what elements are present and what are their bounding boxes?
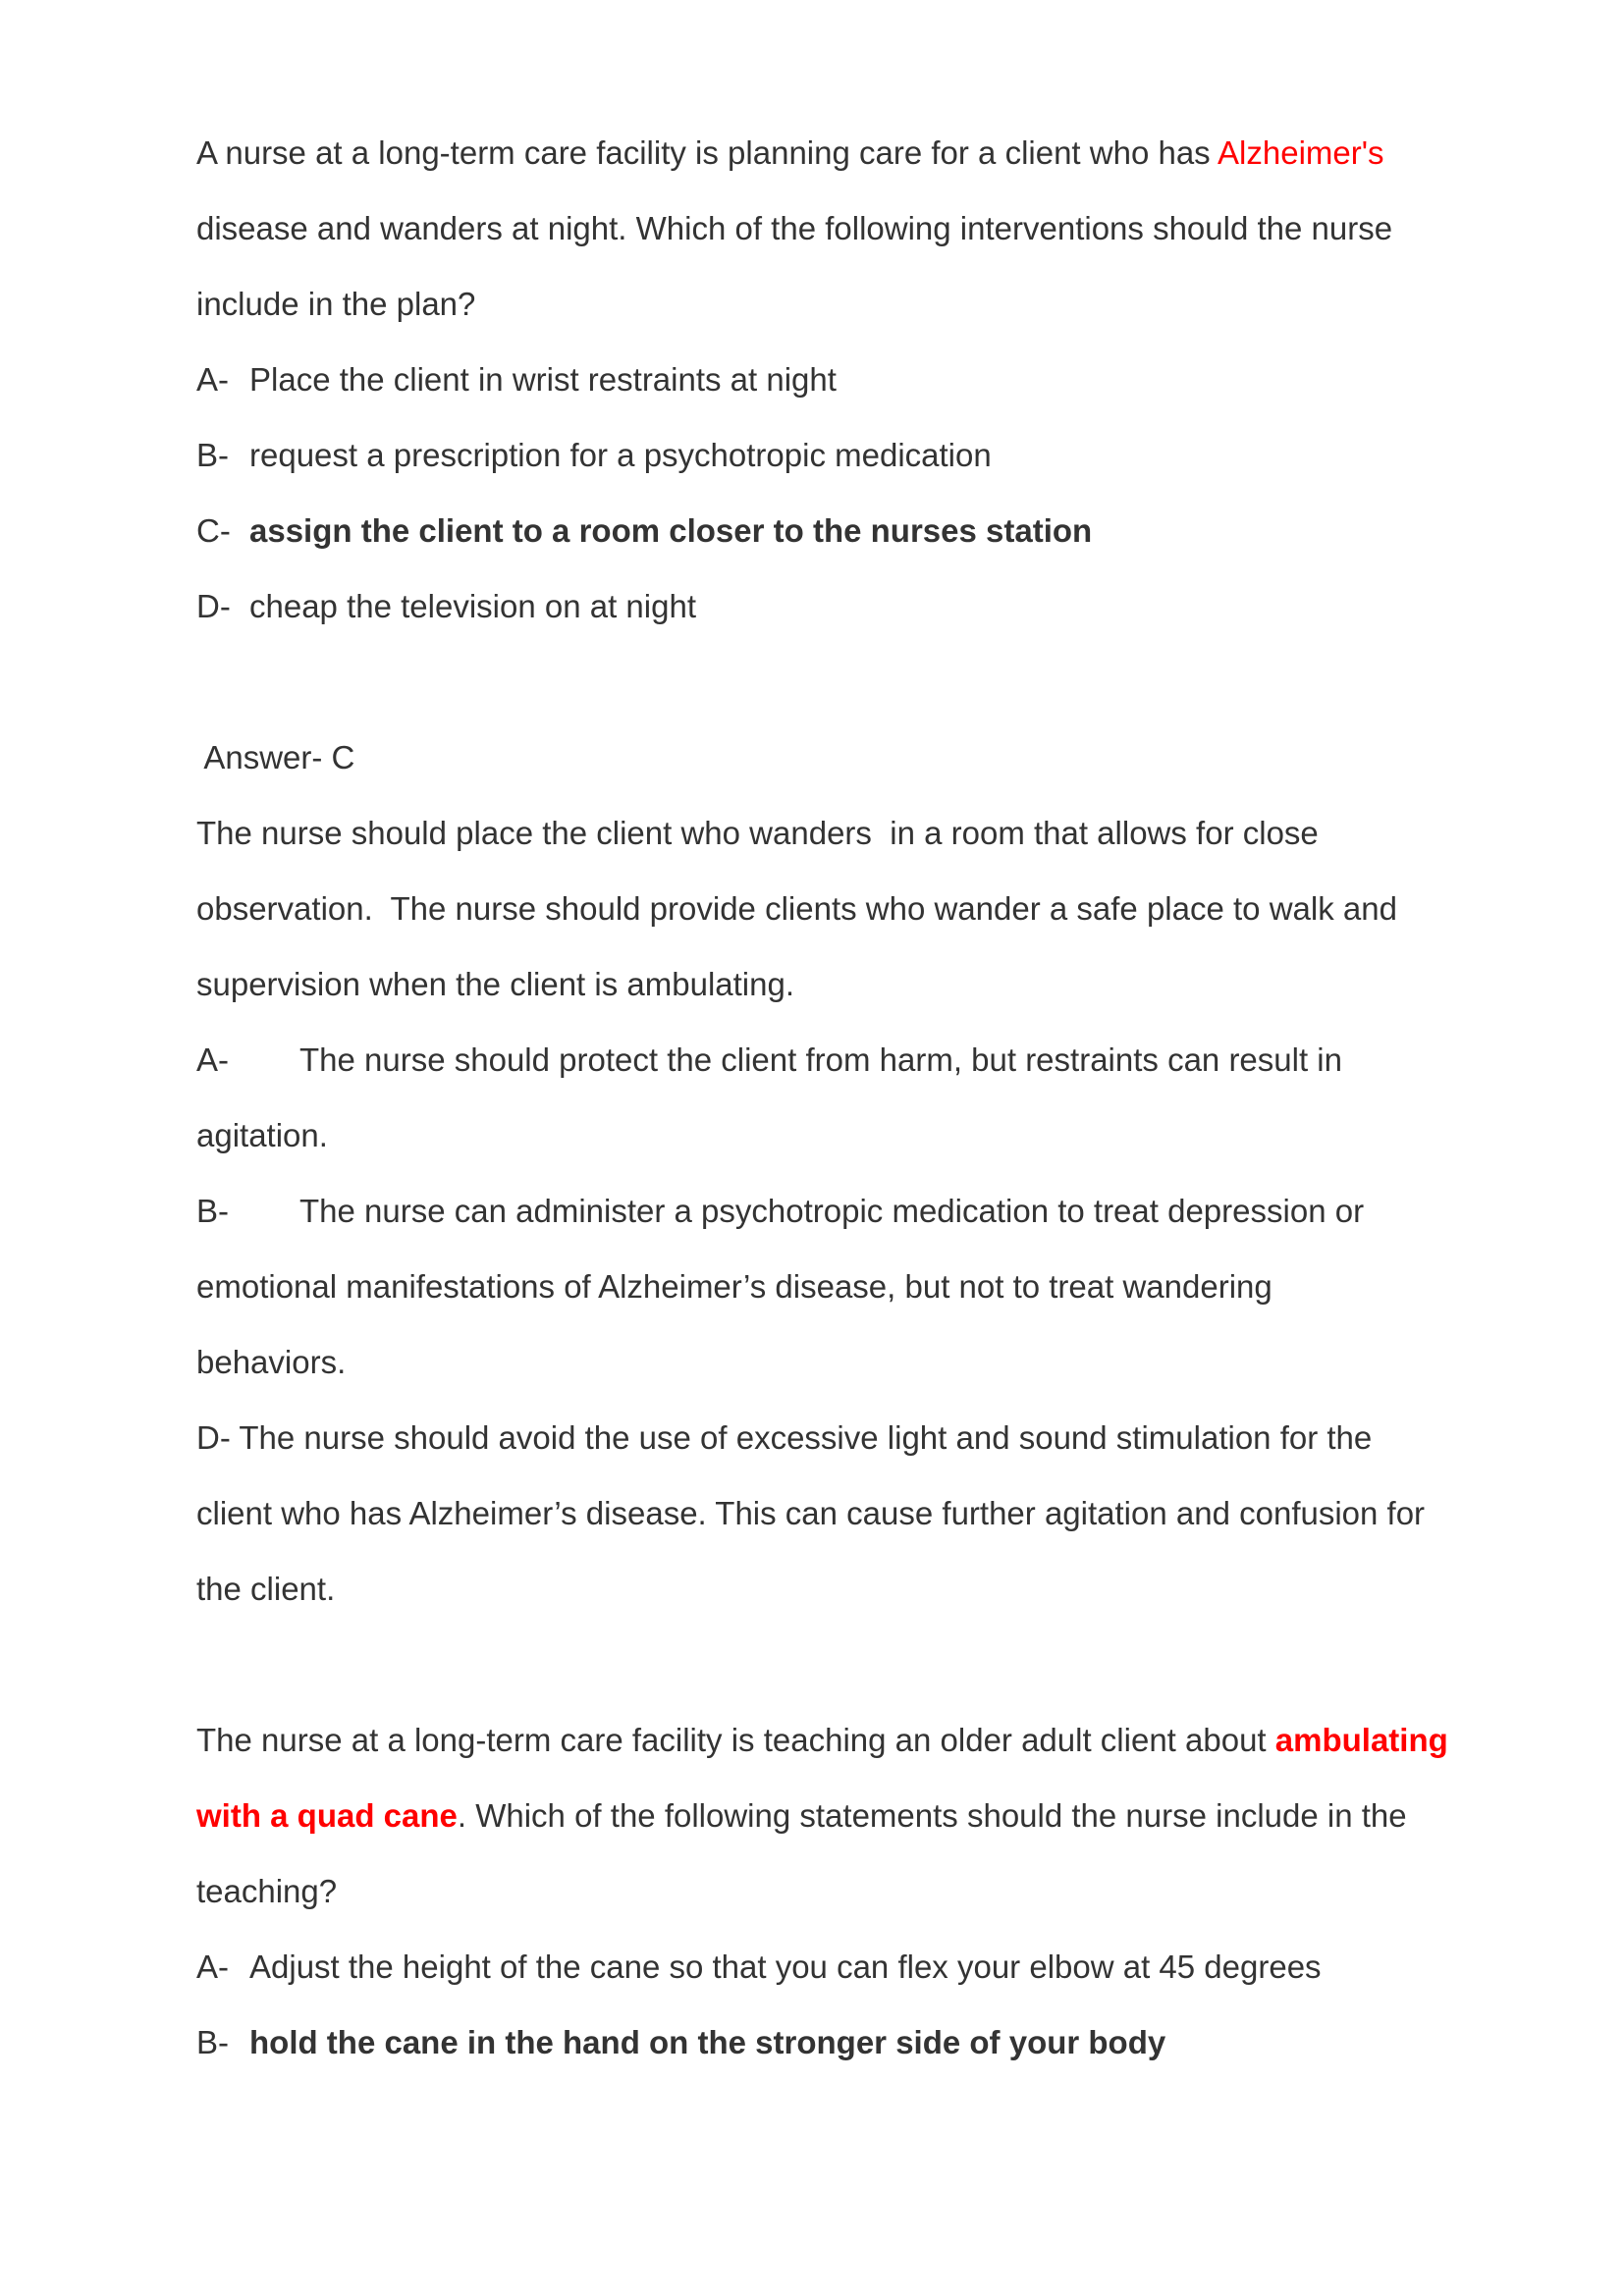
option-text: cheap the television on at night <box>249 588 696 624</box>
q1-explanation-b-line-3: behaviors. <box>196 1344 347 1380</box>
q1-rationale-line-3: supervision when the client is ambulating. <box>196 966 795 1002</box>
q1-option-d <box>196 587 1473 626</box>
q1-stem-line-1 <box>196 133 1473 173</box>
q2-highlight-ambulating: ambulating <box>1274 1722 1448 1758</box>
q1-rationale-line-1: The nurse should place the client who wanders in a room that allows for close <box>196 815 1319 851</box>
q2-stem-line-3: teaching? <box>196 1873 338 1909</box>
q2-option-b <box>196 2023 1473 2062</box>
q1-explanation-b <box>196 1192 1473 1231</box>
q2-stem-line-2 <box>196 1796 1473 1836</box>
q1-explanation-b-line-2: emotional manifestations of Alzheimer’s disease, but not to treat wandering <box>196 1268 1272 1305</box>
option-text: request a prescription for a psychotropic medication <box>249 437 992 473</box>
q1-explanation-a-line-2: agitation. <box>196 1117 328 1153</box>
q1-option-b <box>196 436 1473 475</box>
option-letter: B- <box>196 2024 229 2060</box>
q1-explanation-d-line-3: the client. <box>196 1571 336 1607</box>
option-text-correct: assign the client to a room closer to the nurses station <box>249 512 1093 549</box>
q1-option-c <box>196 511 1473 551</box>
q1-explanation-d: D- The nurse should avoid the use of excessive light and sound stimulation for the <box>196 1419 1373 1456</box>
option-text: Adjust the height of the cane so that you can flex your elbow at 45 degrees <box>249 1949 1322 1985</box>
q1-explanation-d-line-2: client who has Alzheimer’s disease. This can cause further agitation and confusion for <box>196 1495 1426 1531</box>
option-letter: D- <box>196 588 231 624</box>
q1-answer: Answer- C <box>196 739 355 775</box>
option-letter: C- <box>196 512 231 549</box>
option-letter: B- <box>196 437 229 473</box>
q1-option-a <box>196 360 1473 400</box>
option-letter: A- <box>196 1949 229 1985</box>
option-letter: A- <box>196 361 229 398</box>
explanation-letter: B- <box>196 1193 229 1229</box>
option-text-correct: hold the cane in the hand on the stronger side of your body <box>249 2024 1166 2060</box>
q1-stem-line-2: disease and wanders at night. Which of the following interventions should the nurse <box>196 210 1393 246</box>
explanation-letter: A- <box>196 1041 229 1078</box>
q2-stem-text: . Which of the following statements should the nurse include in the <box>457 1797 1407 1834</box>
q1-stem-line-3: include in the plan? <box>196 286 476 322</box>
q1-explanation-a <box>196 1041 1473 1080</box>
q1-rationale-line-2: observation. The nurse should provide clients who wander a safe place to walk and <box>196 890 1397 927</box>
q1-stem-text: A nurse at a long-term care facility is planning care for a client who has <box>196 134 1218 171</box>
q2-stem-line-1 <box>196 1721 1473 1760</box>
explanation-text: The nurse should protect the client from harm, but restraints can result in <box>299 1041 1342 1078</box>
q2-stem-text: The nurse at a long-term care facility is teaching an older adult client about <box>196 1722 1275 1758</box>
q2-option-a <box>196 1948 1473 1987</box>
explanation-text: The nurse can administer a psychotropic medication to treat depression or <box>299 1193 1365 1229</box>
q2-highlight-quad-cane: with a quad cane <box>196 1797 458 1834</box>
option-text: Place the client in wrist restraints at night <box>249 361 837 398</box>
q1-highlight-alzheimers: Alzheimer's <box>1218 134 1384 171</box>
